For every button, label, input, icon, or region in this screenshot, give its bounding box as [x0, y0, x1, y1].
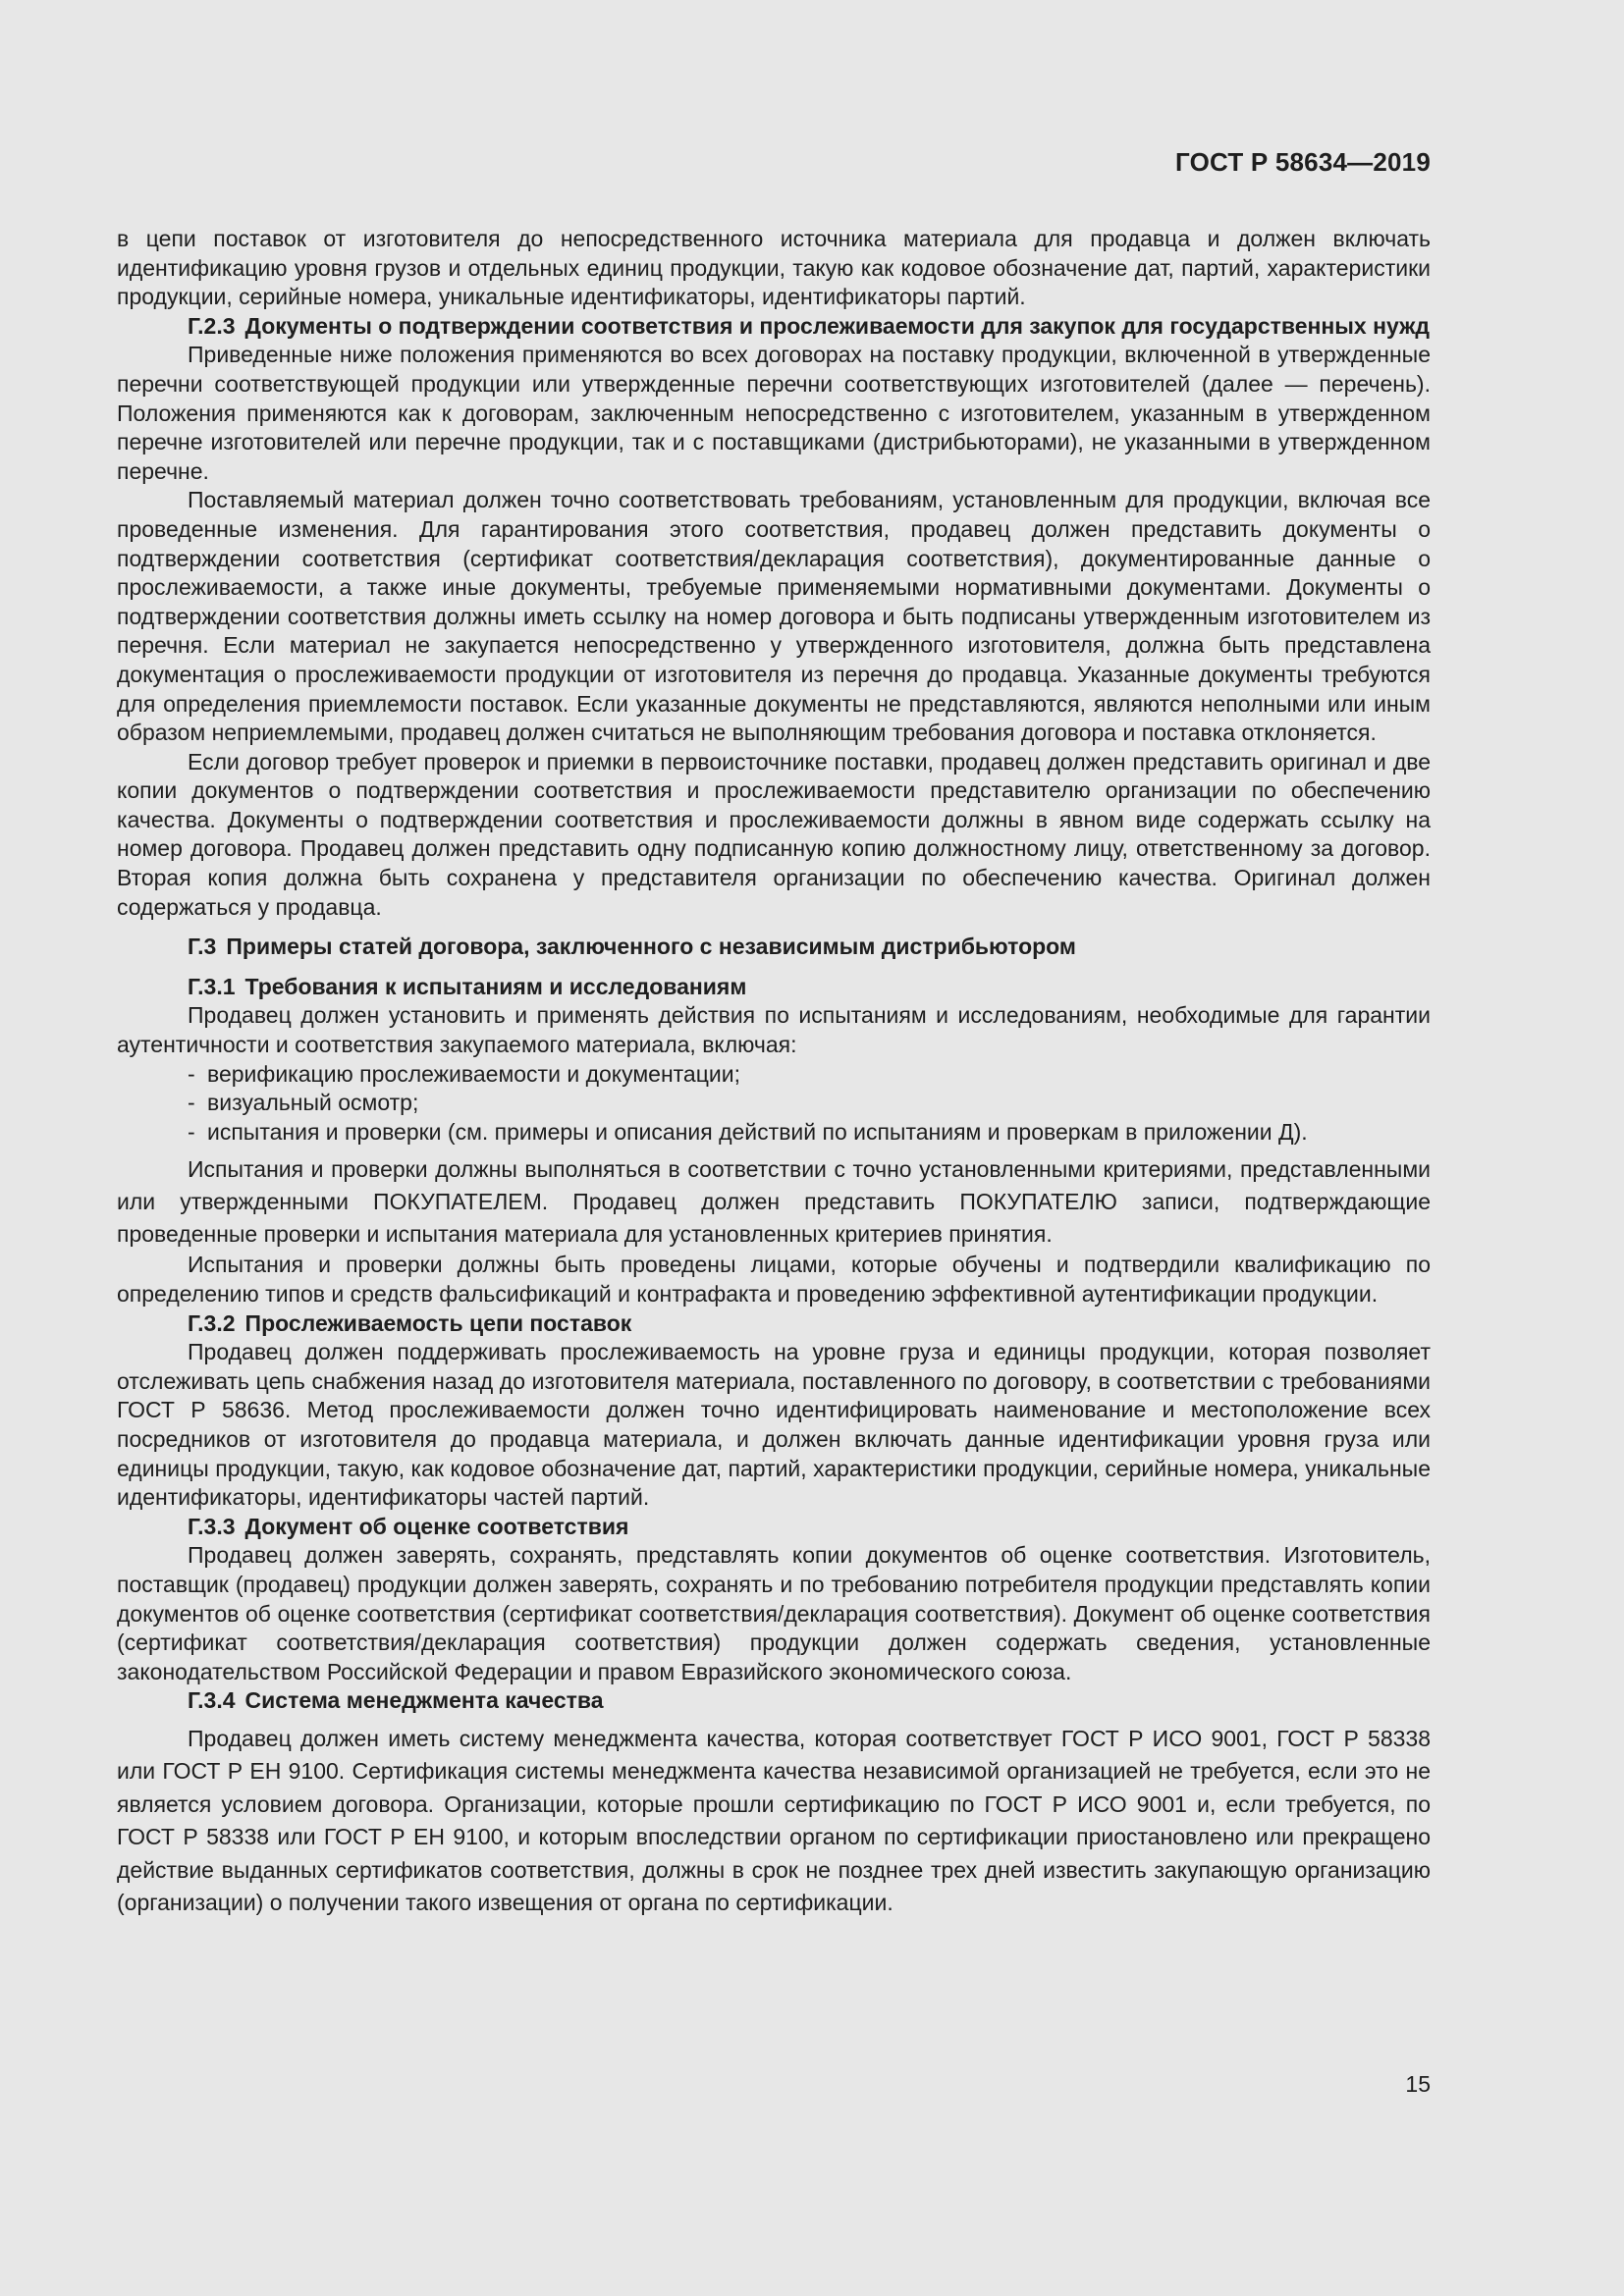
section-title: Документ об оценке соответствия	[244, 1513, 629, 1539]
section-heading-g31	[117, 973, 1431, 1002]
section-heading-g23	[117, 312, 1431, 342]
section-heading-g33	[117, 1513, 1431, 1542]
paragraph: Поставляемый материал должен точно соответствовать требованиям, установленным для продукции, включая все проведенные изменения. Для гарантирования этого соответствия, продавец должен представить документы о подтверждении соответствия (сертификат соответствия/декларация соответствия), документированные данные о прослеживаемости, а также иные документы, требуемые применяемыми нормативными документами. Документы о подтверждении соответствия должны иметь ссылку на номер договора и быть подписаны утвержденным изготовителем из перечня. Если материал не закупается непосредственно у утвержденного изготовителя, должна быть представлена документация о прослеживаемости продукции от изготовителя из перечня до продавца. Указанные документы требуются для определения приемлемости поставок. Если указанные документы не представляются, являются неполными или иным образом неприемлемыми, продавец должен считаться не выполняющим требования договора и поставка отклоняется.	[117, 487, 1431, 746]
section-heading-g34	[117, 1686, 1431, 1716]
list-dash: -	[188, 1060, 195, 1087]
section-number: Г.3.2	[188, 1309, 236, 1336]
list-dash: -	[188, 1118, 195, 1145]
section-title: Примеры статей договора, заключенного с независимым дистрибьютором	[226, 934, 1076, 960]
section-number: Г.3	[188, 934, 217, 960]
section-title: Прослеживаемость цепи поставок	[244, 1309, 632, 1336]
paragraph: Продавец должен иметь систему менеджмента качества, которая соответствует ГОСТ Р ИСО 9001, ГОСТ Р 58338 или ГОСТ Р ЕН 9100. Сертификация системы менеджмента качества независимой организацией не требуется, если это не является условием договора. Организации, которые прошли сертификацию по ГОСТ Р ИСО 9001 и, если требуется, по ГОСТ Р 58338 или ГОСТ Р ЕН 9100, и которым впоследствии органом по сертификации приостановлено или прекращено действие выданных сертификатов соответствия, должны в срок не позднее трех дней известить закупающую организацию (организации) о получении такого извещения от органа по сертификации.	[117, 1725, 1431, 1916]
paragraph: Если договор требует проверок и приемки в первоисточнике поставки, продавец должен представить оригинал и две копии документов о подтверждении соответствия и прослеживаемости представителю организации по обеспечению качества. Документы о подтверждении соответствия и прослеживаемости должны в явном виде содержать ссылку на номер договора. Продавец должен представить одну подписанную копию должностному лицу, ответственному за договор. Вторая копия должна быть сохранена у представителя организации по обеспечению качества. Оригинал должен содержаться у продавца.	[117, 748, 1431, 920]
paragraph: Продавец должен заверять, сохранять, представлять копии документов об оценке соответствия. Изготовитель, поставщик (продавец) продукции должен заверять, сохранять и по требованию потребителя продукции представлять копии документов об оценке соответствия (сертификат соответствия/декларация соответствия). Документ об оценке соответствия (сертификат соответствия/декларация соответствия) продукции должен содержать сведения, установленные законодательством Российской Федерации и правом Евразийского экономического союза.	[117, 1542, 1431, 1684]
list-item	[117, 1060, 1431, 1090]
section-number: Г.2.3	[188, 312, 236, 339]
paragraph: Приведенные ниже положения применяются во всех договорах на поставку продукции, включенной в утвержденные перечни соответствующей продукции или утвержденные перечни соответствующих изготовителей (далее — перечень). Положения применяются как к договорам, заключенным непосредственно с изготовителем, указанным в утвержденном перечне изготовителей или перечне продукции, так и с поставщиками (дистрибьюторами), не указанными в утвержденном перечне.	[117, 342, 1431, 484]
standard-designation: ГОСТ Р 58634—2019	[1175, 147, 1431, 177]
list-item	[117, 1118, 1431, 1148]
section-number: Г.3.3	[188, 1513, 236, 1539]
paragraph-continuation: в цепи поставок от изготовителя до непосредственного источника материала для продавца и должен включать идентификацию уровня грузов и отдельных единиц продукции, такую как кодовое обозначение дат, партий, характеристики продукции, серийные номера, уникальные идентификаторы, идентификаторы партий.	[117, 226, 1431, 310]
list-dash: -	[188, 1090, 195, 1116]
section-title: Требования к испытаниям и исследованиям	[244, 973, 747, 999]
paragraph: Испытания и проверки должны выполняться в соответствии с точно установленными критериями, представленными или утвержденными ПОКУПАТЕЛЕМ. Продавец должен представить ПОКУПАТЕЛЮ записи, подтверждающие проведенные проверки и испытания материала для установленных критериев принятия.	[117, 1156, 1431, 1248]
list-item-text: верификацию прослеживаемости и документации;	[207, 1060, 740, 1087]
requirements-list	[117, 1060, 1431, 1148]
section-number: Г.3.4	[188, 1687, 236, 1714]
document-page	[117, 0, 1431, 2296]
list-item	[117, 1089, 1431, 1118]
section-heading-g3	[117, 933, 1431, 962]
paragraph: Продавец должен установить и применять действия по испытаниям и исследованиям, необходимые для гарантии аутентичности и соответствия закупаемого материала, включая:	[117, 1002, 1431, 1058]
page-number: 15	[1405, 2071, 1431, 2097]
paragraph: Продавец должен поддерживать прослеживаемость на уровне груза и единицы продукции, которая позволяет отслеживать цепь снабжения назад до изготовителя материала, поставленного по договору, в соответствии с требованиями ГОСТ Р 58636. Метод прослеживаемости должен точно идентифицировать наименование и местоположение всех посредников от изготовителя до продавца материала, и должен включать данные идентификации уровня груза или единицы продукции, такую, как кодовое обозначение дат, партий, характеристики продукции, серийные номера, уникальные идентификаторы, идентификаторы частей партий.	[117, 1339, 1431, 1511]
document-body	[117, 225, 1431, 1920]
list-item-text: испытания и проверки (см. примеры и описания действий по испытаниям и проверкам в приложении Д).	[207, 1118, 1308, 1145]
section-heading-g32	[117, 1309, 1431, 1339]
list-item-text: визуальный осмотр;	[207, 1090, 419, 1116]
section-number: Г.3.1	[188, 973, 236, 999]
section-title: Документы о подтверждении соответствия и прослеживаемости для закупок для государственных нужд	[244, 312, 1430, 339]
paragraph: Испытания и проверки должны быть проведены лицами, которые обучены и подтвердили квалификацию по определению типов и средств фальсификаций и контрафакта и проведению эффективной аутентификации продукции.	[117, 1252, 1431, 1307]
section-title: Система менеджмента качества	[244, 1687, 604, 1714]
